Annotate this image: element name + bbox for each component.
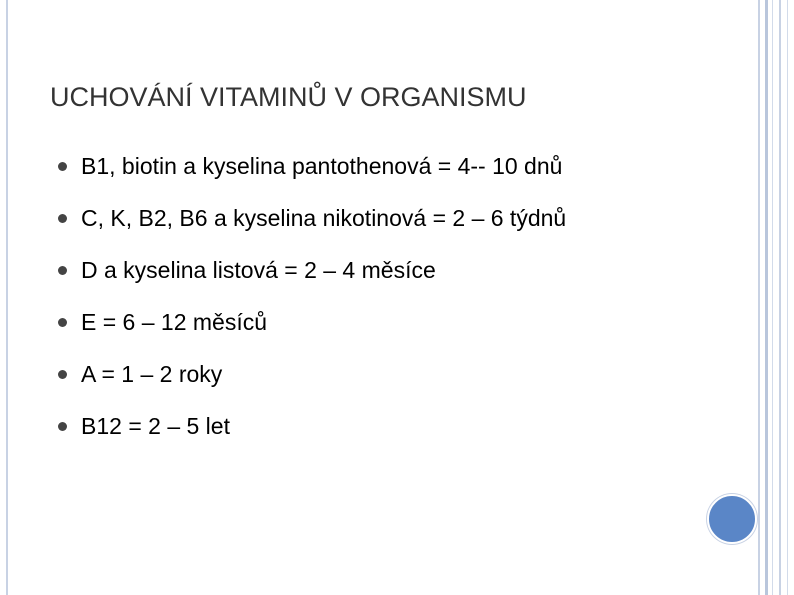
bullet-text: E = 6 – 12 měsíců [81,308,268,335]
left-border-line [6,0,8,595]
bullet-text: B1, biotin a kyselina pantothenová = 4-- 10 dnů [81,152,563,179]
bullet-text: B12 = 2 – 5 let [81,412,230,439]
right-border-line [779,0,781,595]
slide-title: UCHOVÁNÍ VITAMINŮ V ORGANISMU [50,82,527,112]
right-border-line [772,0,773,595]
bullet-text: A = 1 – 2 roky [81,360,223,387]
bullet-item [58,192,566,244]
bullet-dot-icon [58,266,67,275]
bullet-item [58,140,566,192]
right-border-line [787,0,788,595]
bullet-item [58,348,566,400]
bullet-dot-icon [58,370,67,379]
right-border-line [765,0,768,595]
right-border-line [758,0,760,595]
bullet-item [58,296,566,348]
bullet-dot-icon [58,318,67,327]
bullet-list [58,140,566,452]
bullet-item [58,244,566,296]
bullet-text: D a kyselina listová = 2 – 4 měsíce [81,256,436,283]
bullet-dot-icon [58,214,67,223]
bullet-dot-icon [58,162,67,171]
bullet-item [58,400,566,452]
bullet-dot-icon [58,422,67,431]
bullet-text: C, K, B2, B6 a kyselina nikotinová = 2 – 6 týdnů [81,204,567,231]
decorative-circle [707,494,757,544]
